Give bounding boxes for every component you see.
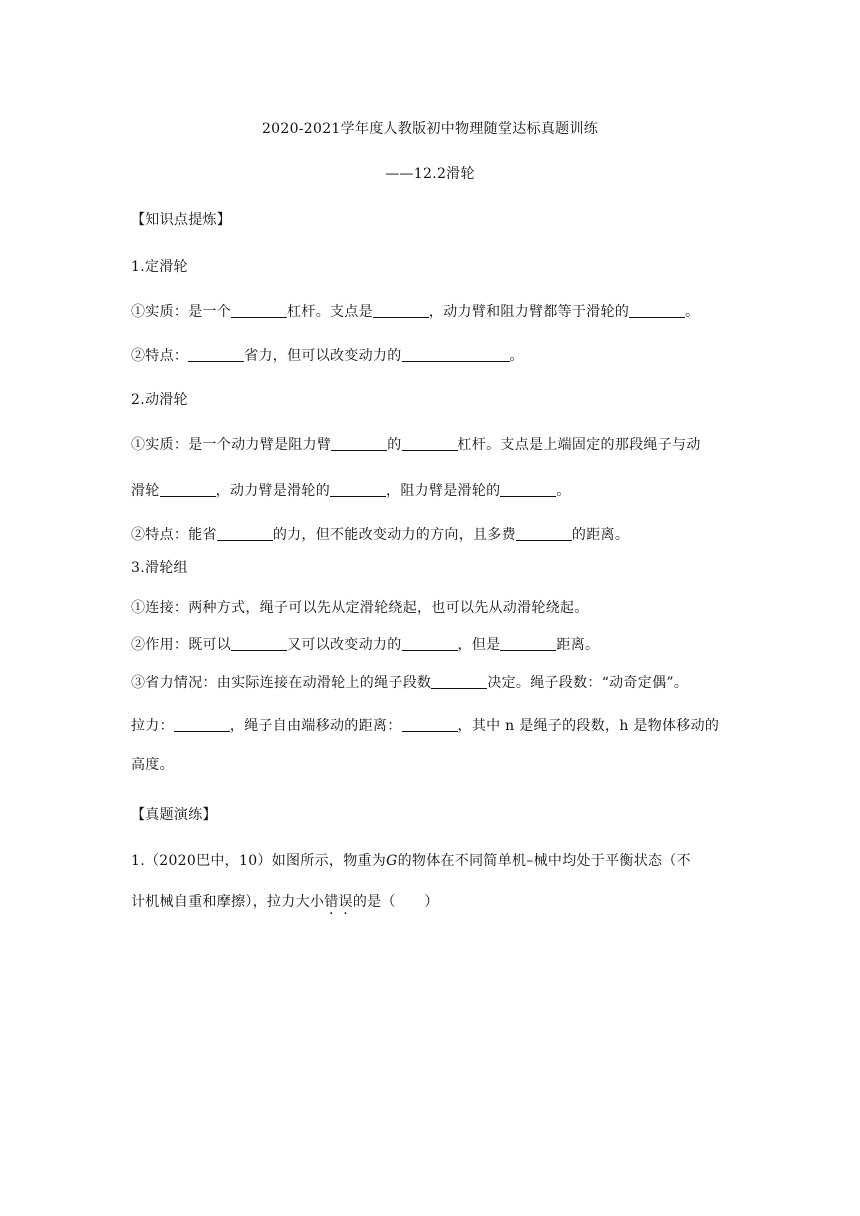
text-segment: ，其中 n 是绳子的段数，h 是物体移动的: [457, 718, 720, 734]
section-practice-heading: 【真题演练】: [131, 807, 217, 823]
answer-blank: [402, 717, 458, 732]
text-segment: 。: [556, 483, 571, 499]
text-segment: ②特点：能省: [131, 527, 217, 543]
movable-pulley-feature: [131, 524, 629, 544]
text-segment: 决定。绳子段数：“动奇定偶”。: [487, 675, 689, 691]
text-segment: ③省力情况：由实际连接在动滑轮上的绳子段数: [131, 675, 432, 691]
pulley-block-function: [131, 634, 599, 654]
emphasis-char: 误: [338, 894, 353, 910]
pulley-block-formula-cont: 高度。: [131, 757, 174, 773]
text-segment: ①实质：是一个: [131, 304, 232, 320]
answer-blank: [402, 347, 510, 362]
text-segment: 的是（ ）: [352, 894, 439, 910]
text-segment: 的: [387, 437, 402, 453]
answer-blank: [500, 636, 556, 651]
text-segment: ①实质：是一个动力臂是阻力臂: [131, 437, 332, 453]
movable-pulley-heading: 2.动滑轮: [131, 392, 188, 408]
text-segment: ，绳子自由端移动的距离：: [229, 718, 402, 734]
text-segment: 拉力：: [131, 718, 174, 734]
text-segment: ②作用：既可以: [131, 637, 232, 653]
text-segment: 滑轮: [131, 483, 160, 499]
answer-blank: [330, 482, 386, 497]
text-segment: 又可以改变动力的: [287, 637, 402, 653]
fixed-pulley-heading: 1.定滑轮: [131, 259, 188, 275]
pulley-block-formula: [131, 715, 719, 735]
text-segment: ，动力臂和阻力臂都等于滑轮的: [428, 304, 630, 320]
fixed-pulley-feature: [131, 345, 524, 365]
text-segment: 的力，但不能改变动力的方向，且多费: [272, 527, 516, 543]
movable-pulley-essence: [131, 434, 701, 454]
answer-blank: [160, 482, 216, 497]
answer-blank: [231, 303, 287, 318]
answer-blank: [217, 526, 273, 541]
answer-blank: [629, 303, 685, 318]
pulley-block-force-saving: [131, 672, 688, 692]
text-segment: ②特点：: [131, 348, 189, 364]
question-1-line-1: [131, 850, 691, 870]
question-1-line-2: [131, 891, 439, 911]
answer-blank: [231, 636, 287, 651]
movable-pulley-essence-cont: [131, 480, 571, 500]
answer-blank: [174, 717, 230, 732]
pulley-block-heading: 3.滑轮组: [131, 560, 188, 576]
text-segment: 距离。: [556, 637, 600, 653]
text-segment: 计机械自重和摩擦），拉力大小: [131, 894, 325, 910]
text-segment: 省力，但可以改变动力的: [244, 348, 402, 364]
answer-blank: [402, 636, 458, 651]
answer-blank: [188, 347, 244, 362]
text-segment: ，阻力臂是滑轮的: [386, 483, 501, 499]
answer-blank: [373, 303, 429, 318]
section-knowledge-heading: 【知识点提炼】: [131, 212, 232, 228]
document-subtitle: ——12.2滑轮: [385, 166, 475, 182]
answer-blank: [431, 674, 487, 689]
emphasis-char: 错: [324, 894, 339, 910]
text-segment: ，但是: [457, 637, 501, 653]
text-segment: 1.（2020巴中，10）如图所示，物重为: [131, 853, 387, 869]
document-title: 2020-2021学年度人教版初中物理随堂达标真题训练: [261, 121, 599, 137]
fixed-pulley-essence: [131, 301, 699, 321]
text-segment: 杠杆。支点是上端固定的那段绳子与动: [457, 437, 701, 453]
variable-g: G: [386, 853, 398, 869]
answer-blank: [516, 526, 572, 541]
answer-blank: [402, 436, 458, 451]
answer-blank: [500, 482, 556, 497]
text-segment: 的物体在不同简单机–械中均处于平衡状态（不: [397, 853, 691, 869]
text-segment: 的距离。: [571, 527, 630, 543]
text-segment: ，动力臂是滑轮的: [215, 483, 331, 499]
text-segment: 杠杆。支点是: [287, 304, 373, 320]
text-segment: 。: [509, 348, 524, 364]
pulley-block-connection: ①连接：两种方式，绳子可以先从定滑轮绕起，也可以先从动滑轮绕起。: [131, 600, 589, 616]
answer-blank: [331, 436, 387, 451]
text-segment: 。: [685, 304, 700, 320]
